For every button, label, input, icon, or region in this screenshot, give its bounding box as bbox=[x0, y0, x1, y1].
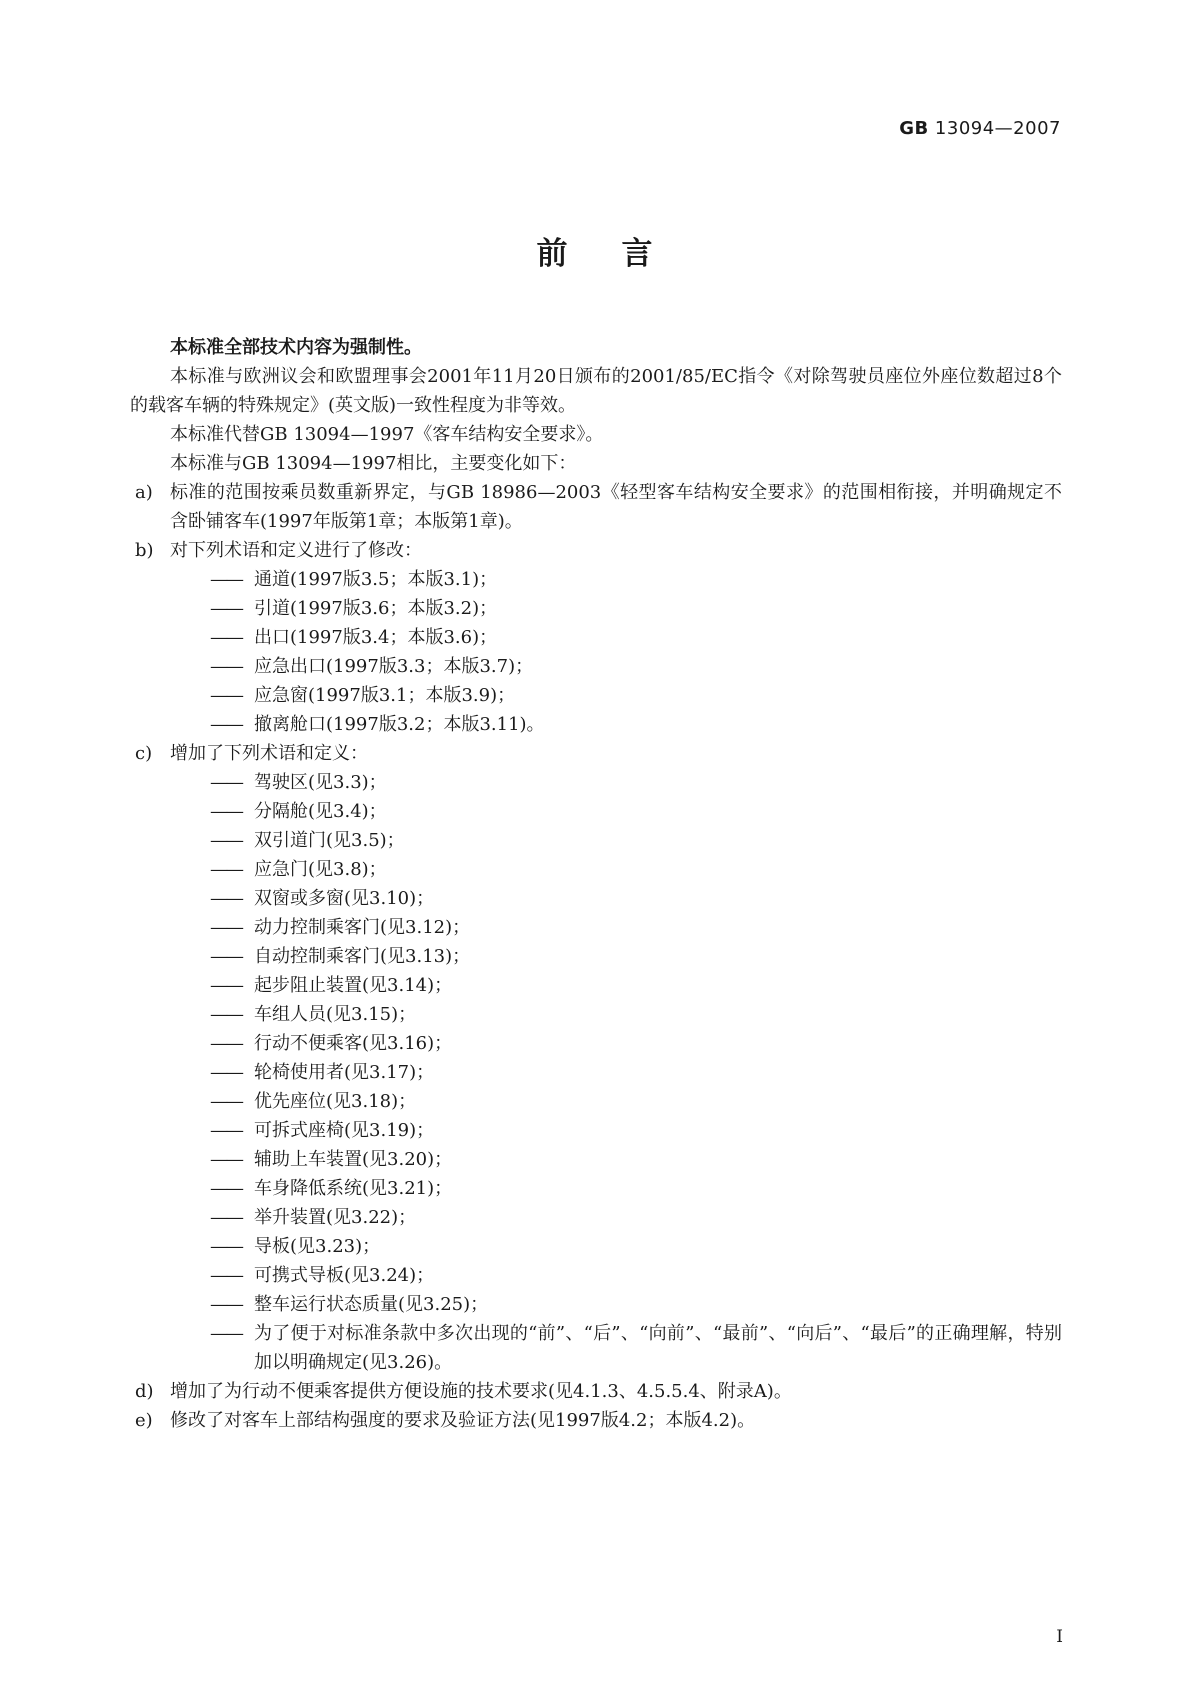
term-entry: 车身降低系统(见3.21)； bbox=[254, 1178, 453, 1199]
standard-prefix: GB bbox=[899, 118, 929, 139]
dash-list-item bbox=[130, 623, 1062, 652]
page-title bbox=[0, 228, 1191, 273]
em-dash: —— bbox=[210, 598, 242, 619]
em-dash: —— bbox=[210, 946, 242, 967]
em-dash: —— bbox=[210, 1178, 242, 1199]
dash-list-item bbox=[130, 710, 1062, 739]
term-entry: 优先座位(见3.18)； bbox=[254, 1091, 417, 1112]
term-entry: 自动控制乘客门(见3.13)； bbox=[254, 946, 471, 967]
dash-list-item bbox=[130, 797, 1062, 826]
dash-list-item bbox=[130, 1029, 1062, 1058]
em-dash: —— bbox=[210, 772, 242, 793]
em-dash: —— bbox=[210, 685, 242, 706]
standard-number: 13094—2007 bbox=[934, 118, 1061, 139]
term-entry: 为了便于对标准条款中多次出现的“前”、“后”、“向前”、“最前”、“向后”、“最后”的正确理解，特别加以明确规定(见3.26)。 bbox=[254, 1323, 1062, 1373]
list-marker: c) bbox=[135, 743, 153, 764]
dash-list-item bbox=[130, 652, 1062, 681]
paragraph-mandatory: 本标准全部技术内容为强制性。 bbox=[170, 337, 422, 358]
dash-list-item bbox=[130, 1203, 1062, 1232]
term-entry: 轮椅使用者(见3.17)； bbox=[254, 1062, 435, 1083]
term-entry: 引道(1997版3.6；本版3.2)； bbox=[254, 598, 498, 619]
dash-list-item bbox=[130, 1145, 1062, 1174]
paragraph-changes-intro: 本标准与GB 13094—1997相比，主要变化如下： bbox=[170, 453, 577, 474]
page-number: I bbox=[1056, 1627, 1063, 1647]
term-entry: 应急出口(1997版3.3；本版3.7)； bbox=[254, 656, 534, 677]
list-item-e bbox=[130, 1406, 1062, 1435]
em-dash: —— bbox=[210, 1062, 242, 1083]
em-dash: —— bbox=[210, 569, 242, 590]
list-item-text: 修改了对客车上部结构强度的要求及验证方法(见1997版4.2；本版4.2)。 bbox=[170, 1410, 756, 1431]
dash-list-item bbox=[130, 1087, 1062, 1116]
em-dash: —— bbox=[210, 1207, 242, 1228]
term-entry: 可拆式座椅(见3.19)； bbox=[254, 1120, 435, 1141]
dash-list-item bbox=[130, 565, 1062, 594]
em-dash: —— bbox=[210, 888, 242, 909]
term-entry: 通道(1997版3.5；本版3.1)； bbox=[254, 569, 498, 590]
dash-list-item bbox=[130, 1261, 1062, 1290]
term-entry: 导板(见3.23)； bbox=[254, 1236, 381, 1257]
term-entry: 应急窗(1997版3.1；本版3.9)； bbox=[254, 685, 516, 706]
term-entry: 行动不便乘客(见3.16)； bbox=[254, 1033, 453, 1054]
list-item-text: 标准的范围按乘员数重新界定，与GB 18986—2003《轻型客车结构安全要求》的范围相衔接，并明确规定不含卧铺客车(1997年版第1章；本版第1章)。 bbox=[170, 482, 1062, 532]
em-dash: —— bbox=[210, 1004, 242, 1025]
list-item-b bbox=[130, 536, 1062, 565]
term-entry: 举升装置(见3.22)； bbox=[254, 1207, 417, 1228]
em-dash: —— bbox=[210, 830, 242, 851]
dash-list-item bbox=[130, 1116, 1062, 1145]
dash-list-item bbox=[130, 594, 1062, 623]
em-dash: —— bbox=[210, 801, 242, 822]
term-entry: 车组人员(见3.15)； bbox=[254, 1004, 417, 1025]
list-marker: d) bbox=[135, 1381, 154, 1402]
dash-list-item bbox=[130, 942, 1062, 971]
term-entry: 整车运行状态质量(见3.25)； bbox=[254, 1294, 489, 1315]
term-entry: 撤离舱口(1997版3.2；本版3.11)。 bbox=[254, 714, 545, 735]
dash-list-item bbox=[130, 1319, 1062, 1377]
dash-list-item bbox=[130, 1232, 1062, 1261]
standard-number-header bbox=[899, 118, 1061, 139]
term-entry: 驾驶区(见3.3)； bbox=[254, 772, 387, 793]
list-marker: b) bbox=[135, 540, 154, 561]
em-dash: —— bbox=[210, 917, 242, 938]
em-dash: —— bbox=[210, 1265, 242, 1286]
added-terms-list bbox=[130, 768, 1062, 1377]
list-marker: a) bbox=[135, 482, 153, 503]
list-item-text: 对下列术语和定义进行了修改： bbox=[170, 540, 422, 561]
em-dash: —— bbox=[210, 1149, 242, 1170]
dash-list-item bbox=[130, 913, 1062, 942]
term-entry: 起步阻止装置(见3.14)； bbox=[254, 975, 453, 996]
paragraph-replaces: 本标准代替GB 13094—1997《客车结构安全要求》。 bbox=[170, 424, 604, 445]
em-dash: —— bbox=[210, 656, 242, 677]
term-entry: 双窗或多窗(见3.10)； bbox=[254, 888, 435, 909]
dash-list-item bbox=[130, 971, 1062, 1000]
em-dash: —— bbox=[210, 1120, 242, 1141]
dash-list-item bbox=[130, 826, 1062, 855]
em-dash: —— bbox=[210, 1033, 242, 1054]
dash-list-item bbox=[130, 681, 1062, 710]
term-entry: 应急门(见3.8)； bbox=[254, 859, 387, 880]
paragraph-equivalence: 本标准与欧洲议会和欧盟理事会2001年11月20日颁布的2001/85/EC指令《对除驾驶员座位外座位数超过8个的载客车辆的特殊规定》(英文版)一致性程度为非等效。 bbox=[130, 366, 1062, 416]
foreword-body bbox=[130, 333, 1062, 1435]
em-dash: —— bbox=[210, 975, 242, 996]
em-dash: —— bbox=[210, 714, 242, 735]
dash-list-item bbox=[130, 1000, 1062, 1029]
term-entry: 辅助上车装置(见3.20)； bbox=[254, 1149, 453, 1170]
term-entry: 出口(1997版3.4；本版3.6)； bbox=[254, 627, 498, 648]
dash-list-item bbox=[130, 768, 1062, 797]
dash-list-item bbox=[130, 855, 1062, 884]
list-item-a bbox=[130, 478, 1062, 536]
dash-list-item bbox=[130, 1174, 1062, 1203]
list-item-text: 增加了下列术语和定义： bbox=[170, 743, 368, 764]
list-item-text: 增加了为行动不便乘客提供方便设施的技术要求(见4.1.3、4.5.5.4、附录A)。 bbox=[170, 1381, 792, 1402]
em-dash: —— bbox=[210, 859, 242, 880]
list-item-d bbox=[130, 1377, 1062, 1406]
em-dash: —— bbox=[210, 1323, 242, 1344]
term-entry: 可携式导板(见3.24)； bbox=[254, 1265, 435, 1286]
em-dash: —— bbox=[210, 1294, 242, 1315]
title-char-1: 前 bbox=[536, 236, 570, 272]
em-dash: —— bbox=[210, 1091, 242, 1112]
term-entry: 动力控制乘客门(见3.12)； bbox=[254, 917, 471, 938]
dash-list-item bbox=[130, 884, 1062, 913]
em-dash: —— bbox=[210, 627, 242, 648]
modified-terms-list bbox=[130, 565, 1062, 739]
list-marker: e) bbox=[135, 1410, 153, 1431]
em-dash: —— bbox=[210, 1236, 242, 1257]
dash-list-item bbox=[130, 1058, 1062, 1087]
term-entry: 双引道门(见3.5)； bbox=[254, 830, 405, 851]
dash-list-item bbox=[130, 1290, 1062, 1319]
title-char-2: 言 bbox=[621, 236, 655, 272]
list-item-c bbox=[130, 739, 1062, 768]
term-entry: 分隔舱(见3.4)； bbox=[254, 801, 387, 822]
